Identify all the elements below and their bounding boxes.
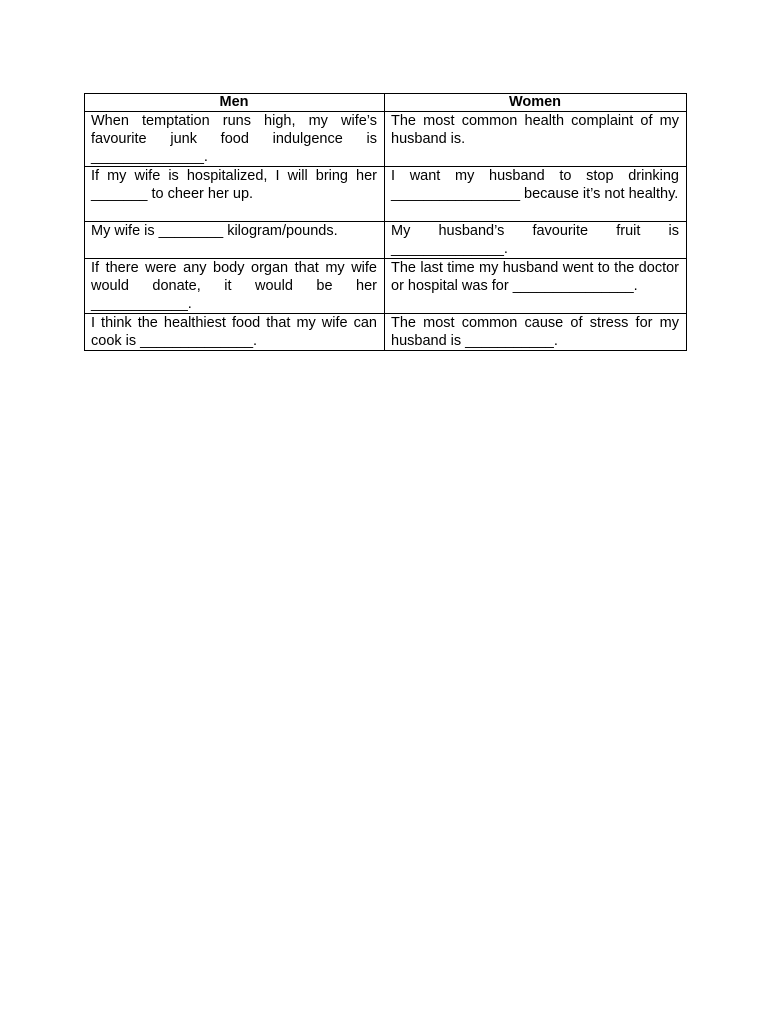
column-header-men: Men — [85, 94, 385, 112]
table-row — [85, 112, 687, 167]
women-cell: The most common health complaint of my husband is. — [385, 112, 687, 167]
men-cell: When temptation runs high, my wife’s favourite junk food indulgence is ______________. — [85, 112, 385, 167]
table-header-row — [85, 94, 687, 112]
women-cell: The last time my husband went to the doctor or hospital was for _______________. — [385, 259, 687, 314]
women-cell: My husband’s favourite fruit is ______________. — [385, 222, 687, 259]
women-cell: I want my husband to stop drinking ________________ because it’s not healthy. — [385, 167, 687, 222]
table-row — [85, 314, 687, 351]
survey-table — [84, 93, 687, 351]
table-row — [85, 167, 687, 222]
column-header-women: Women — [385, 94, 687, 112]
men-cell: If there were any body organ that my wife would donate, it would be her ____________. — [85, 259, 385, 314]
men-cell: I think the healthiest food that my wife can cook is ______________. — [85, 314, 385, 351]
men-cell: If my wife is hospitalized, I will bring her _______ to cheer her up. — [85, 167, 385, 222]
table-row — [85, 222, 687, 259]
table-row — [85, 259, 687, 314]
men-cell: My wife is ________ kilogram/pounds. — [85, 222, 385, 259]
women-cell: The most common cause of stress for my husband is ___________. — [385, 314, 687, 351]
